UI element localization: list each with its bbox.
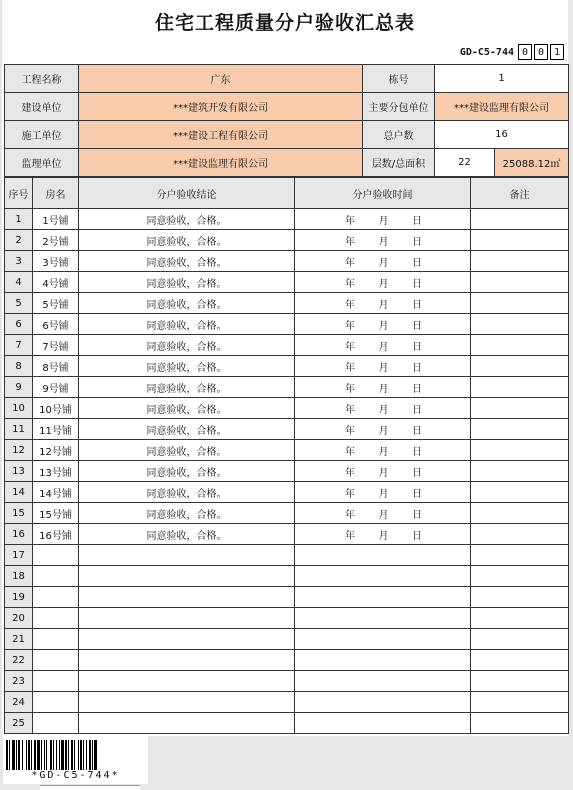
row-conclusion[interactable]: 同意验收，合格。 <box>79 398 295 419</box>
row-conclusion[interactable]: 同意验收，合格。 <box>79 440 295 461</box>
header-seq: 序号 <box>5 178 33 209</box>
row-room[interactable]: 12号铺 <box>33 440 79 461</box>
table-row <box>5 398 569 419</box>
row-time[interactable] <box>295 209 471 230</box>
info-row-builder <box>5 93 569 121</box>
row-seq: 4 <box>5 272 33 293</box>
row-time[interactable] <box>295 545 471 566</box>
row-time[interactable] <box>295 440 471 461</box>
row-conclusion[interactable]: 同意验收，合格。 <box>79 230 295 251</box>
date-placeholder <box>295 275 470 290</box>
header-time: 分户验收时间 <box>295 178 471 209</box>
row-seq: 5 <box>5 293 33 314</box>
row-room[interactable]: 5号铺 <box>33 293 79 314</box>
date-placeholder <box>295 296 470 311</box>
date-month-label: 月 <box>378 467 389 479</box>
date-day-label: 日 <box>412 530 422 542</box>
row-remark[interactable] <box>471 419 569 440</box>
row-room[interactable]: 6号铺 <box>33 314 79 335</box>
row-room[interactable] <box>33 692 79 713</box>
date-day-label: 日 <box>412 509 422 521</box>
row-room[interactable] <box>33 671 79 692</box>
row-room[interactable]: 8号铺 <box>33 356 79 377</box>
supervisor-field[interactable]: ***建设监理有限公司 <box>79 149 363 177</box>
date-month-label: 月 <box>378 299 389 311</box>
row-remark[interactable] <box>471 503 569 524</box>
row-room[interactable]: 10号铺 <box>33 398 79 419</box>
date-month-label: 月 <box>378 278 389 290</box>
acceptance-table <box>4 177 569 734</box>
row-seq: 2 <box>5 230 33 251</box>
subcontractor-field[interactable]: ***建设监理有限公司 <box>435 93 569 121</box>
row-seq: 11 <box>5 419 33 440</box>
row-time[interactable] <box>295 650 471 671</box>
row-seq: 24 <box>5 692 33 713</box>
table-row <box>5 419 569 440</box>
date-day-label: 日 <box>412 341 422 353</box>
row-remark[interactable] <box>471 251 569 272</box>
row-time[interactable] <box>295 713 471 734</box>
row-remark[interactable] <box>471 398 569 419</box>
row-room[interactable]: 1号铺 <box>33 209 79 230</box>
date-placeholder <box>295 338 470 353</box>
row-time[interactable] <box>295 335 471 356</box>
row-seq: 17 <box>5 545 33 566</box>
date-year-label: 年 <box>345 467 355 479</box>
date-year-label: 年 <box>345 362 355 374</box>
table-row <box>5 272 569 293</box>
row-seq: 20 <box>5 608 33 629</box>
date-year-label: 年 <box>345 257 355 269</box>
row-time[interactable] <box>295 356 471 377</box>
row-room[interactable]: 15号铺 <box>33 503 79 524</box>
row-room[interactable]: 11号铺 <box>33 419 79 440</box>
date-placeholder <box>295 464 470 479</box>
row-seq: 19 <box>5 587 33 608</box>
row-seq: 8 <box>5 356 33 377</box>
info-row-supervisor <box>5 149 569 177</box>
row-conclusion[interactable]: 同意验收，合格。 <box>79 335 295 356</box>
date-placeholder <box>295 233 470 248</box>
date-year-label: 年 <box>345 383 355 395</box>
table-row <box>5 314 569 335</box>
date-day-label: 日 <box>412 320 422 332</box>
project-info-table <box>4 64 569 177</box>
row-seq: 10 <box>5 398 33 419</box>
row-conclusion[interactable]: 同意验收，合格。 <box>79 503 295 524</box>
row-conclusion[interactable] <box>79 566 295 587</box>
row-time[interactable] <box>295 293 471 314</box>
date-placeholder <box>295 443 470 458</box>
row-time[interactable] <box>295 608 471 629</box>
date-month-label: 月 <box>378 488 389 500</box>
date-month-label: 月 <box>378 320 389 332</box>
row-seq: 1 <box>5 209 33 230</box>
row-room[interactable] <box>33 713 79 734</box>
barcode <box>3 736 148 784</box>
row-time[interactable] <box>295 524 471 545</box>
row-conclusion[interactable] <box>79 629 295 650</box>
row-room[interactable]: 4号铺 <box>33 272 79 293</box>
row-remark[interactable] <box>471 440 569 461</box>
row-conclusion[interactable] <box>79 545 295 566</box>
row-conclusion[interactable] <box>79 650 295 671</box>
households-field[interactable]: 16 <box>435 121 569 149</box>
table-row <box>5 440 569 461</box>
form-code <box>460 44 564 60</box>
row-conclusion[interactable]: 同意验收，合格。 <box>79 314 295 335</box>
row-remark[interactable] <box>471 209 569 230</box>
form-code-box-2[interactable]: 0 <box>534 44 548 60</box>
table-row <box>5 377 569 398</box>
date-day-label: 日 <box>412 236 422 248</box>
table-row <box>5 545 569 566</box>
date-month-label: 月 <box>378 341 389 353</box>
building-no-field[interactable]: 1 <box>435 65 569 93</box>
row-time[interactable] <box>295 629 471 650</box>
row-remark[interactable] <box>471 230 569 251</box>
row-conclusion[interactable]: 同意验收，合格。 <box>79 482 295 503</box>
table-row <box>5 293 569 314</box>
date-year-label: 年 <box>345 425 355 437</box>
info-row-project <box>5 65 569 93</box>
row-seq: 14 <box>5 482 33 503</box>
row-time[interactable] <box>295 671 471 692</box>
construction-field[interactable]: ***建设工程有限公司 <box>79 121 363 149</box>
table-row <box>5 566 569 587</box>
project-name-field[interactable]: 广东 <box>79 65 363 93</box>
table-row <box>5 629 569 650</box>
date-month-label: 月 <box>378 404 389 416</box>
date-year-label: 年 <box>345 341 355 353</box>
row-time[interactable] <box>295 251 471 272</box>
table-row <box>5 482 569 503</box>
date-day-label: 日 <box>412 467 422 479</box>
table-row <box>5 251 569 272</box>
table-row <box>5 230 569 251</box>
date-year-label: 年 <box>345 488 355 500</box>
row-seq: 7 <box>5 335 33 356</box>
date-year-label: 年 <box>345 320 355 332</box>
row-room[interactable]: 3号铺 <box>33 251 79 272</box>
row-room[interactable]: 7号铺 <box>33 335 79 356</box>
subcontractor-label: 主要分包单位 <box>363 93 435 121</box>
row-room[interactable] <box>33 629 79 650</box>
date-year-label: 年 <box>345 278 355 290</box>
floors-field[interactable]: 22 <box>435 149 495 177</box>
date-month-label: 月 <box>378 530 389 542</box>
row-room[interactable] <box>33 545 79 566</box>
row-conclusion[interactable]: 同意验收，合格。 <box>79 293 295 314</box>
row-room[interactable]: 14号铺 <box>33 482 79 503</box>
row-remark[interactable] <box>471 671 569 692</box>
row-conclusion[interactable] <box>79 692 295 713</box>
row-room[interactable] <box>33 650 79 671</box>
row-conclusion[interactable]: 同意验收，合格。 <box>79 524 295 545</box>
date-day-label: 日 <box>412 488 422 500</box>
row-remark[interactable] <box>471 650 569 671</box>
date-month-label: 月 <box>378 446 389 458</box>
supervisor-label: 监理单位 <box>5 149 79 177</box>
row-seq: 18 <box>5 566 33 587</box>
row-room[interactable]: 13号铺 <box>33 461 79 482</box>
row-remark[interactable] <box>471 713 569 734</box>
table-row <box>5 356 569 377</box>
row-time[interactable] <box>295 461 471 482</box>
date-day-label: 日 <box>412 404 422 416</box>
date-year-label: 年 <box>345 404 355 416</box>
date-day-label: 日 <box>412 299 422 311</box>
date-placeholder <box>295 401 470 416</box>
row-room[interactable] <box>33 608 79 629</box>
row-remark[interactable] <box>471 314 569 335</box>
table-row <box>5 671 569 692</box>
row-conclusion[interactable]: 同意验收，合格。 <box>79 209 295 230</box>
row-remark[interactable] <box>471 272 569 293</box>
row-conclusion[interactable]: 同意验收，合格。 <box>79 356 295 377</box>
date-placeholder <box>295 359 470 374</box>
date-day-label: 日 <box>412 446 422 458</box>
row-remark[interactable] <box>471 461 569 482</box>
table-header-row <box>5 178 569 209</box>
builder-field[interactable]: ***建筑开发有限公司 <box>79 93 363 121</box>
form-code-box-3[interactable]: 1 <box>550 44 564 60</box>
row-conclusion[interactable]: 同意验收，合格。 <box>79 272 295 293</box>
table-row <box>5 692 569 713</box>
row-remark[interactable] <box>471 293 569 314</box>
date-year-label: 年 <box>345 446 355 458</box>
date-day-label: 日 <box>412 215 422 227</box>
row-remark[interactable] <box>471 335 569 356</box>
date-placeholder <box>295 212 470 227</box>
table-row <box>5 503 569 524</box>
date-placeholder <box>295 254 470 269</box>
date-month-label: 月 <box>378 383 389 395</box>
row-remark[interactable] <box>471 482 569 503</box>
date-day-label: 日 <box>412 425 422 437</box>
date-placeholder <box>295 485 470 500</box>
row-remark[interactable] <box>471 356 569 377</box>
row-remark[interactable] <box>471 587 569 608</box>
row-room[interactable]: 9号铺 <box>33 377 79 398</box>
date-placeholder <box>295 422 470 437</box>
row-conclusion[interactable] <box>79 671 295 692</box>
row-conclusion[interactable]: 同意验收，合格。 <box>79 251 295 272</box>
date-placeholder <box>295 527 470 542</box>
row-seq: 6 <box>5 314 33 335</box>
form-code-text: GD-C5-744 <box>459 46 514 58</box>
row-room[interactable]: 2号铺 <box>33 230 79 251</box>
row-conclusion[interactable] <box>79 608 295 629</box>
header-remark: 备注 <box>471 178 569 209</box>
row-remark[interactable] <box>471 545 569 566</box>
row-seq: 9 <box>5 377 33 398</box>
form-sheet <box>2 0 568 736</box>
row-seq: 12 <box>5 440 33 461</box>
table-row <box>5 650 569 671</box>
date-day-label: 日 <box>412 278 422 290</box>
date-year-label: 年 <box>345 530 355 542</box>
table-row <box>5 461 569 482</box>
row-time[interactable] <box>295 692 471 713</box>
header-room: 房名 <box>33 178 79 209</box>
date-month-label: 月 <box>378 425 389 437</box>
row-remark[interactable] <box>471 566 569 587</box>
row-seq: 25 <box>5 713 33 734</box>
row-room[interactable] <box>33 587 79 608</box>
row-remark[interactable] <box>471 377 569 398</box>
date-year-label: 年 <box>345 215 355 227</box>
row-time[interactable] <box>295 587 471 608</box>
row-conclusion[interactable] <box>79 587 295 608</box>
row-seq: 3 <box>5 251 33 272</box>
row-conclusion[interactable]: 同意验收，合格。 <box>79 377 295 398</box>
table-row <box>5 209 569 230</box>
date-year-label: 年 <box>345 299 355 311</box>
date-year-label: 年 <box>345 509 355 521</box>
row-time[interactable] <box>295 566 471 587</box>
page-title: 住宅工程质量分户验收汇总表 <box>154 12 415 34</box>
row-conclusion[interactable] <box>79 713 295 734</box>
row-seq: 16 <box>5 524 33 545</box>
project-name-label: 工程名称 <box>5 65 79 93</box>
builder-label: 建设单位 <box>5 93 79 121</box>
row-time[interactable] <box>295 419 471 440</box>
area-field[interactable]: 25088.12㎡ <box>495 149 569 177</box>
row-remark[interactable] <box>471 629 569 650</box>
row-time[interactable] <box>295 272 471 293</box>
date-day-label: 日 <box>412 257 422 269</box>
row-time[interactable] <box>295 377 471 398</box>
row-time[interactable] <box>295 482 471 503</box>
info-row-construction <box>5 121 569 149</box>
construction-label: 施工单位 <box>5 121 79 149</box>
row-conclusion[interactable]: 同意验收，合格。 <box>79 461 295 482</box>
table-row <box>5 524 569 545</box>
date-day-label: 日 <box>412 383 422 395</box>
floors-area-label: 层数/总面积 <box>363 149 435 177</box>
date-month-label: 月 <box>378 362 389 374</box>
date-month-label: 月 <box>378 215 389 227</box>
table-row <box>5 587 569 608</box>
date-year-label: 年 <box>345 236 355 248</box>
row-time[interactable] <box>295 314 471 335</box>
date-month-label: 月 <box>378 257 389 269</box>
building-no-label: 栋号 <box>363 65 435 93</box>
date-day-label: 日 <box>412 362 422 374</box>
row-time[interactable] <box>295 398 471 419</box>
households-label: 总户数 <box>363 121 435 149</box>
form-code-box-1[interactable]: 0 <box>518 44 532 60</box>
row-time[interactable] <box>295 503 471 524</box>
row-room[interactable] <box>33 566 79 587</box>
date-placeholder <box>295 506 470 521</box>
row-conclusion[interactable]: 同意验收，合格。 <box>79 419 295 440</box>
row-room[interactable]: 16号铺 <box>33 524 79 545</box>
row-seq: 22 <box>5 650 33 671</box>
date-placeholder <box>295 317 470 332</box>
date-month-label: 月 <box>378 509 389 521</box>
row-remark[interactable] <box>471 692 569 713</box>
row-seq: 21 <box>5 629 33 650</box>
table-row <box>5 608 569 629</box>
date-placeholder <box>295 380 470 395</box>
table-row <box>5 335 569 356</box>
row-time[interactable] <box>295 230 471 251</box>
row-remark[interactable] <box>471 608 569 629</box>
barcode-bars <box>6 740 145 770</box>
row-seq: 15 <box>5 503 33 524</box>
barcode-text: *GD-C5-744* <box>31 770 120 781</box>
row-seq: 13 <box>5 461 33 482</box>
row-seq: 23 <box>5 671 33 692</box>
row-remark[interactable] <box>471 524 569 545</box>
sheet-tab[interactable] <box>40 785 140 790</box>
table-row <box>5 713 569 734</box>
date-month-label: 月 <box>378 236 389 248</box>
header-conclusion: 分户验收结论 <box>79 178 295 209</box>
